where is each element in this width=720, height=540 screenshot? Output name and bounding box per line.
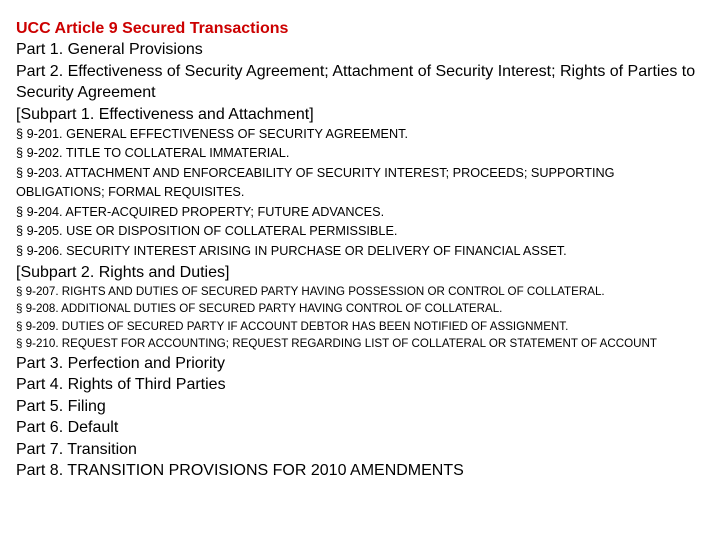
part-1-link[interactable]: Part 1. General Provisions: [16, 41, 203, 58]
section-9-205-link[interactable]: § 9-205. USE OR DISPOSITION OF COLLATERAL PERMISSIBLE.: [16, 224, 398, 239]
section-9-208-link[interactable]: § 9-208. ADDITIONAL DUTIES OF SECURED PARTY HAVING CONTROL OF COLLATERAL.: [16, 302, 503, 316]
part-5-link[interactable]: Part 5. Filing: [16, 397, 106, 415]
section-9-202-link[interactable]: § 9-202. TITLE TO COLLATERAL IMMATERIAL.: [16, 146, 290, 161]
section-9-204-link[interactable]: § 9-204. AFTER-ACQUIRED PROPERTY; FUTURE ADVANCES.: [16, 204, 385, 219]
subpart-1-heading: [Subpart 1. Effectiveness and Attachment]: [16, 105, 314, 123]
section-9-206-link[interactable]: § 9-206. SECURITY INTEREST ARISING IN PURCHASE OR DELIVERY OF FINANCIAL ASSET.: [16, 244, 567, 259]
section-9-209-link[interactable]: § 9-209. DUTIES OF SECURED PARTY IF ACCOUNT DEBTOR HAS BEEN NOTIFIED OF ASSIGNMENT.: [16, 319, 569, 333]
section-9-203-link[interactable]: § 9-203. ATTACHMENT AND ENFORCEABILITY OF SECURITY INTEREST; PROCEEDS; SUPPORTING OBLIGATIONS; FORMAL REQUISITES.: [16, 165, 615, 200]
part-6-link[interactable]: Part 6. Default: [16, 419, 119, 437]
part-4-link[interactable]: Part 4. Rights of Third Parties: [16, 376, 226, 394]
section-9-207-link[interactable]: § 9-207. RIGHTS AND DUTIES OF SECURED PARTY HAVING POSSESSION OR CONTROL OF COLLATERAL.: [16, 284, 605, 298]
part-2-link[interactable]: Part 2. Effectiveness of Security Agreement; Attachment of Security Interest; Rights of Parties to Security Agreement: [16, 62, 696, 101]
part-3-link[interactable]: Part 3. Perfection and Priority: [16, 354, 225, 372]
document-title: UCC Article 9 Secured Transactions: [16, 20, 289, 37]
part-7-link[interactable]: Part 7. Transition: [16, 440, 137, 458]
subpart-2-heading: [Subpart 2. Rights and Duties]: [16, 263, 230, 281]
part-8-link[interactable]: Part 8. TRANSITION PROVISIONS FOR 2010 AMENDMENTS: [16, 462, 464, 480]
section-9-201-link[interactable]: § 9-201. GENERAL EFFECTIVENESS OF SECURITY AGREEMENT.: [16, 126, 409, 141]
section-9-210-link[interactable]: § 9-210. REQUEST FOR ACCOUNTING; REQUEST REGARDING LIST OF COLLATERAL OR STATEMENT OF ACCOUNT: [16, 337, 657, 351]
